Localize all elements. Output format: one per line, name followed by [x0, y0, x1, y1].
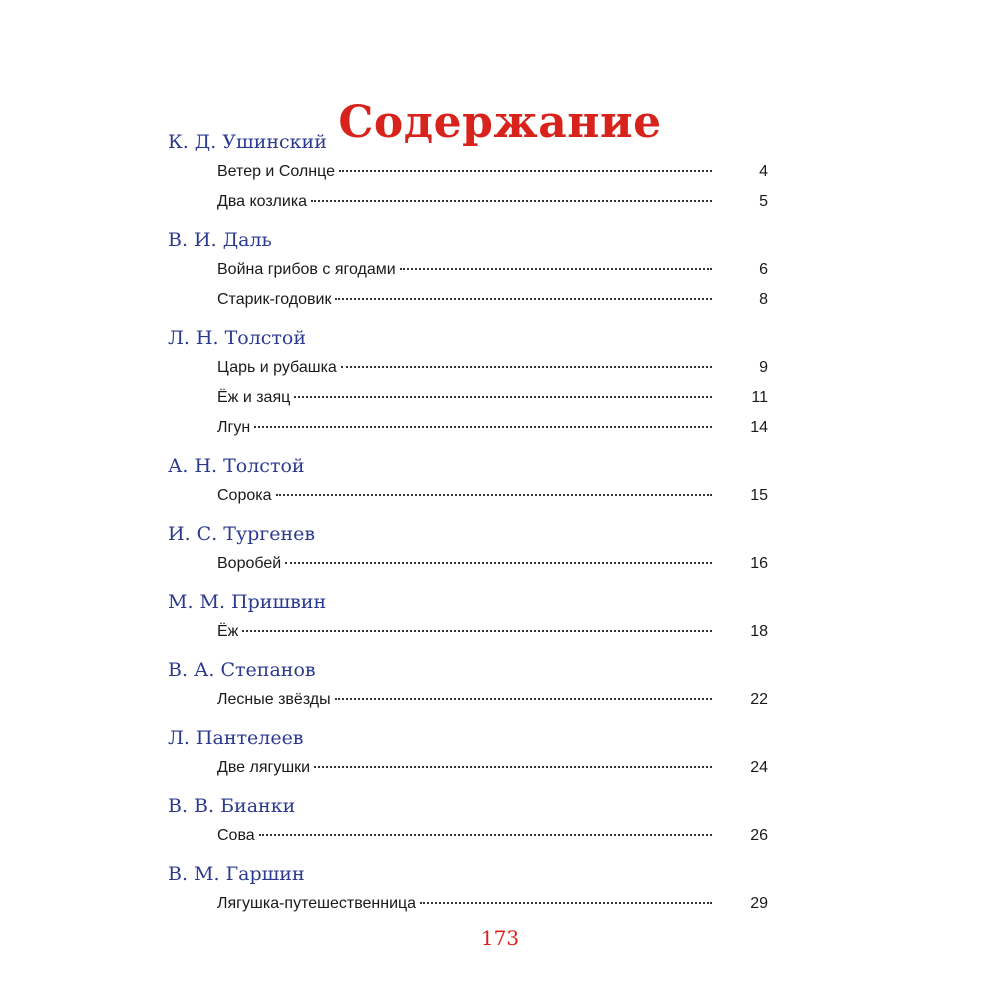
toc-entry: [168, 157, 768, 187]
toc-author-group: [168, 859, 768, 919]
toc-entry: [168, 383, 768, 413]
dot-leader: [285, 562, 712, 564]
dot-leader: [242, 630, 712, 632]
toc-entry: [168, 549, 768, 579]
toc-entry-page: 6: [759, 261, 768, 278]
toc-author-group: [168, 519, 768, 579]
toc-entry-title: Ветер и Солнце: [217, 163, 335, 180]
toc-entry-page: 22: [750, 691, 768, 708]
toc-entry: [168, 285, 768, 315]
toc-entry-title: Лесные звёзды: [217, 691, 331, 708]
toc-entry-title: Сорока: [217, 487, 272, 504]
toc-author-group: [168, 225, 768, 315]
toc-entry-page: 5: [759, 193, 768, 210]
dot-leader: [420, 902, 712, 904]
toc-author-group: [168, 587, 768, 647]
dot-leader: [259, 834, 712, 836]
toc-entry-page: 9: [759, 359, 768, 376]
toc-entry: [168, 617, 768, 647]
toc-entry: [168, 685, 768, 715]
page-title: Содержание: [338, 97, 662, 149]
page-number: 173: [480, 926, 520, 950]
dot-leader: [254, 426, 712, 428]
toc-entry-page: 16: [750, 555, 768, 572]
toc-author: В. И. Даль: [168, 229, 272, 251]
toc-entry-title: Лягушка-путешественница: [217, 895, 417, 912]
toc-author-group: [168, 127, 768, 217]
dot-leader: [341, 366, 712, 368]
toc-entry-title: Две лягушки: [217, 759, 311, 776]
toc-entry-page: 18: [750, 623, 768, 640]
toc-entry: [168, 353, 768, 383]
toc-author: Л. Н. Толстой: [168, 327, 307, 349]
toc-author-group: [168, 323, 768, 443]
toc-author: К. Д. Ушинский: [168, 131, 327, 153]
toc-entry-title: Воробей: [217, 555, 282, 572]
dot-leader: [311, 200, 712, 202]
toc-entry-page: 15: [750, 487, 768, 504]
toc-entry-title: Два козлика: [217, 193, 308, 210]
toc-entry-title: Ёж и заяц: [217, 389, 291, 406]
toc-entry-title: Царь и рубашка: [217, 359, 337, 376]
toc-entry-page: 26: [750, 827, 768, 844]
toc-author: М. М. Пришвин: [168, 591, 327, 613]
toc-author: В. А. Степанов: [168, 659, 316, 681]
dot-leader: [335, 698, 712, 700]
toc-entry: [168, 255, 768, 285]
toc-author-group: [168, 655, 768, 715]
toc-author: В. В. Бианки: [168, 795, 296, 817]
dot-leader: [335, 298, 712, 300]
toc-author-group: [168, 791, 768, 851]
toc-author-group: [168, 723, 768, 783]
dot-leader: [314, 766, 712, 768]
toc-entry: [168, 413, 768, 443]
toc-entry-page: 4: [759, 163, 768, 180]
toc-entry-title: Старик-годовик: [217, 291, 332, 308]
toc-author: В. М. Гаршин: [168, 863, 305, 885]
dot-leader: [276, 494, 713, 496]
toc-author-group: [168, 451, 768, 511]
dot-leader: [400, 268, 712, 270]
toc-author: Л. Пантелеев: [168, 727, 304, 749]
toc-entry: [168, 753, 768, 783]
toc-entry-title: Сова: [217, 827, 255, 844]
toc-entry: [168, 481, 768, 511]
dot-leader: [339, 170, 712, 172]
toc-entry-page: 11: [751, 389, 768, 406]
toc-author: А. Н. Толстой: [168, 455, 305, 477]
toc-entry-page: 8: [759, 291, 768, 308]
toc-entry-title: Война грибов с ягодами: [217, 261, 396, 278]
toc-entry-page: 14: [750, 419, 768, 436]
toc-entry: [168, 187, 768, 217]
toc-entry-page: 24: [750, 759, 768, 776]
dot-leader: [294, 396, 712, 398]
toc-author: И. С. Тургенев: [168, 523, 316, 545]
toc-entry-title: Ёж: [217, 623, 239, 640]
table-of-contents: [168, 124, 768, 927]
toc-entry: [168, 821, 768, 851]
toc-entry-title: Лгун: [217, 419, 251, 436]
toc-entry: [168, 889, 768, 919]
toc-entry-page: 29: [750, 895, 768, 912]
